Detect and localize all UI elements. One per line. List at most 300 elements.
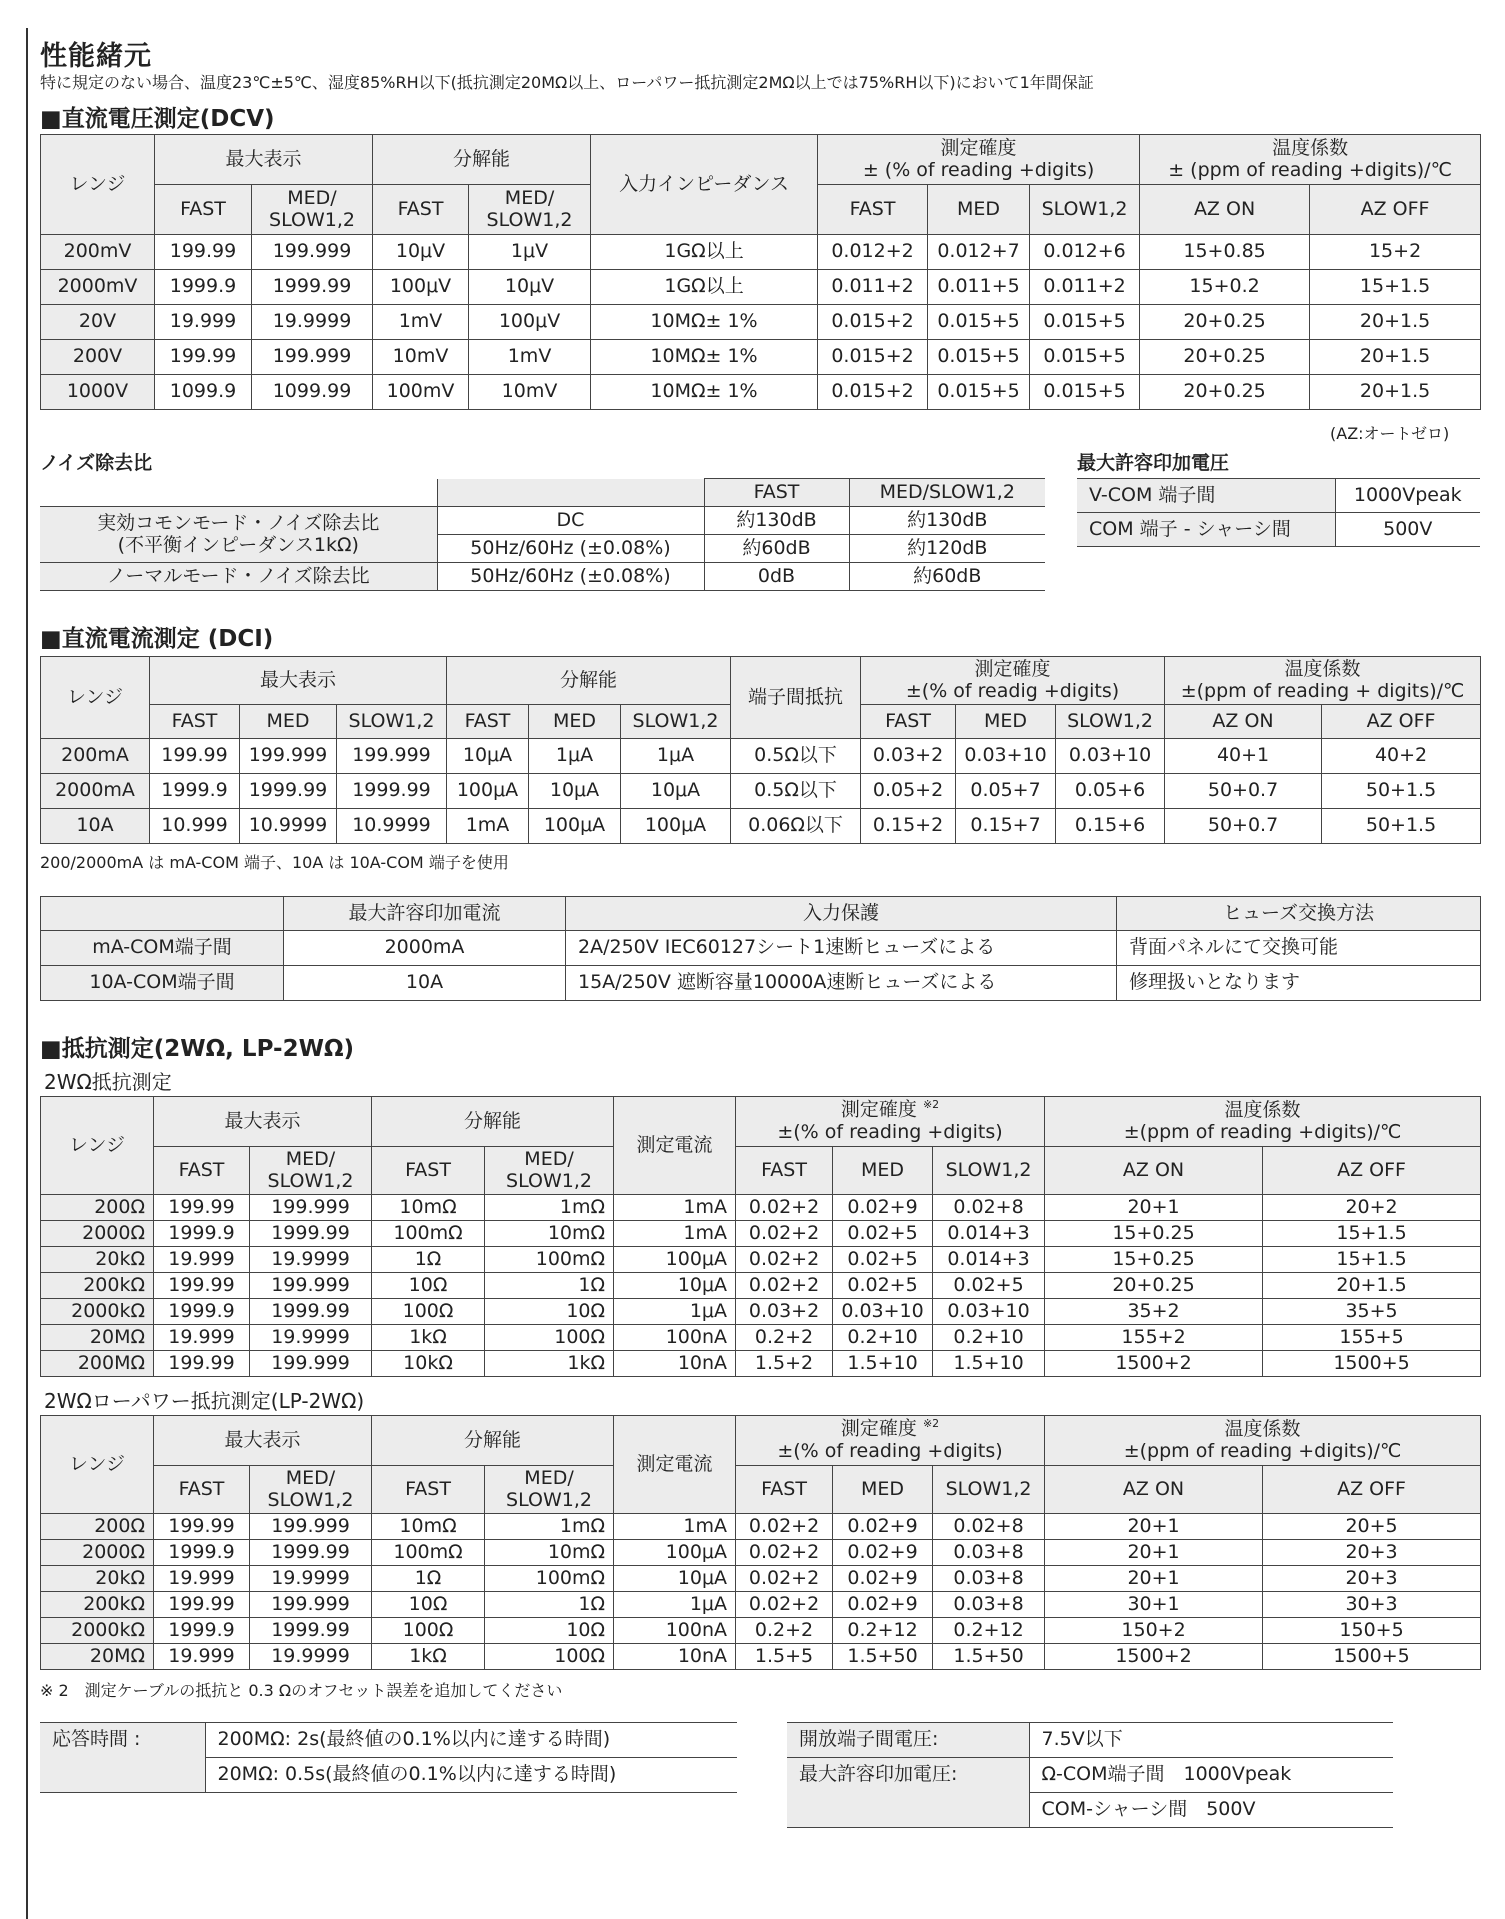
value-cell: 100μA <box>614 1247 736 1273</box>
fuse-protection: 2A/250V IEC60127シート1速断ヒューズによる <box>566 931 1117 966</box>
value-cell: 0.015+2 <box>818 375 928 410</box>
col-slow: SLOW1,2 <box>933 1466 1045 1514</box>
value-cell: 1999.9 <box>154 1618 250 1644</box>
value-cell: 199.99 <box>154 1514 250 1540</box>
value-cell: 0.02+9 <box>833 1514 933 1540</box>
value-cell: 100μA <box>447 774 529 809</box>
value-cell: 0.02+2 <box>736 1566 833 1592</box>
value-cell: 100nA <box>614 1618 736 1644</box>
value-cell: 10mΩ <box>485 1221 614 1247</box>
col-med: MED <box>240 705 337 739</box>
margin-line <box>26 28 28 1919</box>
fuse-col-protection: 入力保護 <box>566 897 1117 931</box>
response-label: 応答時間 : <box>40 1723 205 1793</box>
value-cell: 199.99 <box>150 739 240 774</box>
col-medslow: MED/ SLOW1,2 <box>250 1466 372 1514</box>
value-cell: 0.014+3 <box>933 1247 1045 1273</box>
col-current: 測定電流 <box>614 1416 736 1514</box>
maxv-table <box>1077 478 1480 547</box>
table-row <box>41 340 1481 375</box>
table-row <box>41 1540 1481 1566</box>
range-cell: 2000mV <box>41 270 155 305</box>
value-cell: 10μA <box>529 774 621 809</box>
col-medslow: MED/ SLOW1,2 <box>252 185 373 235</box>
value-cell: 0.014+3 <box>933 1221 1045 1247</box>
value-cell: 15+0.2 <box>1140 270 1310 305</box>
value-cell: 0.03+10 <box>956 739 1056 774</box>
open-value: COM-シャーシ間 500V <box>1029 1793 1393 1828</box>
value-cell: 1kΩ <box>372 1325 485 1351</box>
response-table <box>40 1722 737 1793</box>
value-cell: 1999.99 <box>250 1618 372 1644</box>
value-cell: 199.99 <box>154 1273 250 1299</box>
col-maxdisp: 最大表示 <box>154 1097 372 1147</box>
value-cell: 10mΩ <box>485 1540 614 1566</box>
value-cell: 0.05+7 <box>956 774 1056 809</box>
value-cell: 19.999 <box>154 1644 250 1670</box>
value-cell: 199.999 <box>252 235 373 270</box>
cm-label: 実効コモンモード・ノイズ除去比 (不平衡インピーダンス1kΩ) <box>40 507 437 563</box>
value-cell: 0.02+2 <box>736 1221 833 1247</box>
value-cell: 19.999 <box>155 305 252 340</box>
dcv-heading: ■直流電圧測定(DCV) <box>40 106 275 132</box>
col-resolution: 分解能 <box>447 657 731 705</box>
value-cell: 100mV <box>373 375 469 410</box>
value-cell: 1μV <box>469 235 591 270</box>
value-cell: 1mA <box>614 1514 736 1540</box>
value-cell: 1.5+50 <box>833 1644 933 1670</box>
value-cell: 20+0.25 <box>1045 1273 1263 1299</box>
table-row <box>41 1514 1481 1540</box>
dc-label: DC <box>437 507 704 535</box>
range-cell: 20V <box>41 305 155 340</box>
value-cell: 19.999 <box>154 1566 250 1592</box>
value-cell: 1mA <box>447 809 529 844</box>
dci-table <box>40 656 1481 844</box>
col-resolution: 分解能 <box>373 135 591 185</box>
fuse-terminal: 10A-COM端子間 <box>41 966 284 1001</box>
value-cell: 20+0.25 <box>1140 340 1310 375</box>
value-cell: 0.012+7 <box>928 235 1030 270</box>
table-row <box>41 1618 1481 1644</box>
fuse-table <box>40 896 1481 1001</box>
value-cell: 100μA <box>621 809 731 844</box>
value-cell: 1Ω <box>485 1592 614 1618</box>
maxv-heading: 最大許容印加電圧 <box>1077 452 1230 474</box>
value-cell: 50+0.7 <box>1165 774 1322 809</box>
value-cell: 199.999 <box>250 1592 372 1618</box>
value-cell: 19.9999 <box>250 1644 372 1670</box>
range-cell: 2000Ω <box>41 1221 154 1247</box>
value-cell: 20+1.5 <box>1310 305 1481 340</box>
res-note: ※ 2 測定ケーブルの抵抗と 0.3 Ωのオフセット誤差を追加してください <box>40 1681 563 1700</box>
res-table-1 <box>40 1096 1481 1377</box>
fuse-current: 10A <box>284 966 566 1001</box>
value-cell: 1500+5 <box>1263 1644 1481 1670</box>
value-cell: 0.02+9 <box>833 1566 933 1592</box>
value-cell: 0.015+2 <box>818 305 928 340</box>
col-fast: FAST <box>818 185 928 235</box>
value-cell: 1999.99 <box>250 1540 372 1566</box>
col-impedance: 入力インピーダンス <box>591 135 818 235</box>
value-cell: 35+5 <box>1263 1299 1481 1325</box>
dc-fast: 約130dB <box>704 507 849 535</box>
col-fast: FAST <box>155 185 252 235</box>
value-cell: 1099.9 <box>155 375 252 410</box>
value-cell: 35+2 <box>1045 1299 1263 1325</box>
value-cell: 30+3 <box>1263 1592 1481 1618</box>
maxv-label: V-COM 端子間 <box>1077 479 1335 513</box>
dci-note: 200/2000mA は mA-COM 端子、10A は 10A-COM 端子を使用 <box>40 853 509 872</box>
range-cell: 20kΩ <box>41 1247 154 1273</box>
col-accuracy: 測定確度 $^{※2}$ ±(% of reading +digits) <box>736 1416 1045 1466</box>
value-cell: 0.15+7 <box>956 809 1056 844</box>
response-value: 200MΩ: 2s(最終値の0.1%以内に達する時間) <box>205 1723 737 1758</box>
noise-table <box>40 478 1045 591</box>
value-cell: 1.5+2 <box>736 1351 833 1377</box>
range-cell: 20MΩ <box>41 1644 154 1670</box>
range-cell: 200V <box>41 340 155 375</box>
value-cell: 19.9999 <box>250 1325 372 1351</box>
maxv-value: 1000Vpeak <box>1335 479 1480 513</box>
value-cell: 10Ω <box>485 1618 614 1644</box>
range-cell: 200Ω <box>41 1514 154 1540</box>
value-cell: 20+1 <box>1045 1514 1263 1540</box>
value-cell: 1kΩ <box>372 1644 485 1670</box>
col-fast: FAST <box>154 1466 250 1514</box>
col-medslow: MED/ SLOW1,2 <box>485 1466 614 1514</box>
value-cell: 1GΩ以上 <box>591 235 818 270</box>
value-cell: 100μA <box>614 1540 736 1566</box>
range-cell: 200kΩ <box>41 1592 154 1618</box>
col-fast: FAST <box>150 705 240 739</box>
nm-fast: 0dB <box>704 563 849 591</box>
value-cell: 20+2 <box>1263 1195 1481 1221</box>
value-cell: 19.999 <box>154 1325 250 1351</box>
open-label: 最大許容印加電圧: <box>787 1758 1029 1828</box>
value-cell: 10.9999 <box>337 809 447 844</box>
table-row <box>41 1247 1481 1273</box>
value-cell: 0.03+8 <box>933 1566 1045 1592</box>
value-cell: 0.2+10 <box>933 1325 1045 1351</box>
table-row <box>41 1299 1481 1325</box>
value-cell: 15+0.85 <box>1140 235 1310 270</box>
value-cell: 0.2+12 <box>933 1618 1045 1644</box>
open-value: 7.5V以下 <box>1029 1723 1393 1758</box>
table-row <box>41 1273 1481 1299</box>
range-cell: 200mV <box>41 235 155 270</box>
col-tempco: 温度係数 ± (ppm of reading +digits)/℃ <box>1140 135 1481 185</box>
value-cell: 0.2+2 <box>736 1618 833 1644</box>
col-azoff: AZ OFF <box>1322 705 1481 739</box>
value-cell: 100mΩ <box>485 1566 614 1592</box>
value-cell: 0.02+5 <box>933 1273 1045 1299</box>
value-cell: 10nA <box>614 1351 736 1377</box>
value-cell: 1μA <box>529 739 621 774</box>
dci-heading: ■直流電流測定 (DCI) <box>40 626 274 652</box>
value-cell: 10μA <box>447 739 529 774</box>
range-cell: 200mA <box>41 739 150 774</box>
value-cell: 10μA <box>614 1566 736 1592</box>
col-azoff: AZ OFF <box>1263 1147 1481 1195</box>
value-cell: 0.02+2 <box>736 1247 833 1273</box>
col-azoff: AZ OFF <box>1263 1466 1481 1514</box>
value-cell: 15+0.25 <box>1045 1247 1263 1273</box>
value-cell: 20+1.5 <box>1310 340 1481 375</box>
col-range: レンジ <box>41 1097 154 1195</box>
table-row <box>41 1325 1481 1351</box>
value-cell: 100mΩ <box>372 1540 485 1566</box>
col-fast: FAST <box>372 1147 485 1195</box>
value-cell: 10Ω <box>485 1299 614 1325</box>
value-cell: 0.5Ω以下 <box>731 774 861 809</box>
noise-col-medslow: MED/SLOW1,2 <box>849 479 1045 507</box>
range-cell: 200MΩ <box>41 1351 154 1377</box>
range-cell: 20kΩ <box>41 1566 154 1592</box>
col-med: MED <box>529 705 621 739</box>
nm-med: 約60dB <box>849 563 1045 591</box>
value-cell: 155+2 <box>1045 1325 1263 1351</box>
res-sub1: 2WΩ抵抗測定 <box>44 1070 172 1094</box>
value-cell: 1999.99 <box>337 774 447 809</box>
value-cell: 1GΩ以上 <box>591 270 818 305</box>
range-cell: 2000kΩ <box>41 1618 154 1644</box>
value-cell: 0.02+2 <box>736 1540 833 1566</box>
response-value: 20MΩ: 0.5s(最終値の0.1%以内に達する時間) <box>205 1758 737 1793</box>
col-azon: AZ ON <box>1045 1147 1263 1195</box>
open-table <box>787 1722 1393 1828</box>
value-cell: 1999.9 <box>150 774 240 809</box>
value-cell: 100μV <box>469 305 591 340</box>
col-tempco: 温度係数 ±(ppm of reading + digits)/℃ <box>1165 657 1481 705</box>
value-cell: 0.5Ω以下 <box>731 739 861 774</box>
value-cell: 199.99 <box>154 1351 250 1377</box>
value-cell: 0.02+9 <box>833 1592 933 1618</box>
col-fast: FAST <box>373 185 469 235</box>
value-cell: 150+5 <box>1263 1618 1481 1644</box>
nm-hz: 50Hz/60Hz (±0.08%) <box>437 563 704 591</box>
value-cell: 10nA <box>614 1644 736 1670</box>
value-cell: 1999.9 <box>154 1221 250 1247</box>
value-cell: 0.03+10 <box>933 1299 1045 1325</box>
value-cell: 100Ω <box>372 1299 485 1325</box>
col-medslow: MED/ SLOW1,2 <box>485 1147 614 1195</box>
value-cell: 0.15+6 <box>1056 809 1165 844</box>
value-cell: 0.06Ω以下 <box>731 809 861 844</box>
fuse-protection: 15A/250V 遮断容量10000A速断ヒューズによる <box>566 966 1117 1001</box>
value-cell: 20+3 <box>1263 1540 1481 1566</box>
res-sub2: 2WΩローパワー抵抗測定(LP-2WΩ) <box>44 1389 365 1413</box>
value-cell: 15+2 <box>1310 235 1481 270</box>
hz-label: 50Hz/60Hz (±0.08%) <box>437 535 704 563</box>
col-maxdisp: 最大表示 <box>154 1416 372 1466</box>
col-resolution: 分解能 <box>372 1097 614 1147</box>
value-cell: 19.999 <box>154 1247 250 1273</box>
value-cell: 0.03+10 <box>1056 739 1165 774</box>
table-row <box>41 1195 1481 1221</box>
fuse-current: 2000mA <box>284 931 566 966</box>
value-cell: 0.02+9 <box>833 1195 933 1221</box>
value-cell: 100mΩ <box>485 1247 614 1273</box>
fuse-col-current: 最大許容印加電流 <box>284 897 566 931</box>
col-maxdisp: 最大表示 <box>155 135 373 185</box>
maxv-label: COM 端子 - シャーシ間 <box>1077 513 1335 547</box>
dc-med: 約130dB <box>849 507 1045 535</box>
value-cell: 0.03+10 <box>833 1299 933 1325</box>
hz-med: 約120dB <box>849 535 1045 563</box>
value-cell: 10kΩ <box>372 1351 485 1377</box>
value-cell: 0.05+2 <box>861 774 956 809</box>
value-cell: 0.02+2 <box>736 1592 833 1618</box>
col-med: MED <box>928 185 1030 235</box>
value-cell: 1.5+50 <box>933 1644 1045 1670</box>
col-azoff: AZ OFF <box>1310 185 1481 235</box>
fuse-col-blank <box>41 897 284 931</box>
col-terminal-res: 端子間抵抗 <box>731 657 861 739</box>
value-cell: 15+0.25 <box>1045 1221 1263 1247</box>
col-fast: FAST <box>736 1147 833 1195</box>
col-current: 測定電流 <box>614 1097 736 1195</box>
col-fast: FAST <box>372 1466 485 1514</box>
col-range: レンジ <box>41 657 150 739</box>
open-value: Ω-COM端子間 1000Vpeak <box>1029 1758 1393 1793</box>
res-table-2 <box>40 1415 1481 1670</box>
col-slow: SLOW1,2 <box>1030 185 1140 235</box>
value-cell: 1500+2 <box>1045 1644 1263 1670</box>
value-cell: 1mΩ <box>485 1514 614 1540</box>
value-cell: 1.5+10 <box>833 1351 933 1377</box>
value-cell: 100μA <box>529 809 621 844</box>
value-cell: 20+0.25 <box>1140 375 1310 410</box>
value-cell: 20+3 <box>1263 1566 1481 1592</box>
range-cell: 2000Ω <box>41 1540 154 1566</box>
value-cell: 199.999 <box>250 1195 372 1221</box>
col-medslow: MED/ SLOW1,2 <box>469 185 591 235</box>
value-cell: 19.9999 <box>250 1566 372 1592</box>
value-cell: 50+1.5 <box>1322 774 1481 809</box>
value-cell: 1μA <box>614 1299 736 1325</box>
value-cell: 0.02+2 <box>736 1514 833 1540</box>
value-cell: 0.2+12 <box>833 1618 933 1644</box>
value-cell: 1500+5 <box>1263 1351 1481 1377</box>
value-cell: 1099.99 <box>252 375 373 410</box>
value-cell: 1.5+10 <box>933 1351 1045 1377</box>
az-note: (AZ:オートゼロ) <box>1330 424 1450 443</box>
value-cell: 19.9999 <box>250 1247 372 1273</box>
noise-heading: ノイズ除去比 <box>40 452 153 474</box>
value-cell: 15+1.5 <box>1310 270 1481 305</box>
value-cell: 40+2 <box>1322 739 1481 774</box>
col-fast: FAST <box>447 705 529 739</box>
value-cell: 100Ω <box>485 1325 614 1351</box>
value-cell: 1mV <box>373 305 469 340</box>
col-fast: FAST <box>154 1147 250 1195</box>
range-cell: 200Ω <box>41 1195 154 1221</box>
value-cell: 100Ω <box>372 1618 485 1644</box>
value-cell: 0.015+5 <box>928 305 1030 340</box>
value-cell: 0.011+2 <box>818 270 928 305</box>
nm-label: ノーマルモード・ノイズ除去比 <box>40 563 437 591</box>
value-cell: 100nA <box>614 1325 736 1351</box>
col-range: レンジ <box>41 135 155 235</box>
value-cell: 1999.9 <box>155 270 252 305</box>
value-cell: 0.015+5 <box>1030 305 1140 340</box>
value-cell: 20+1.5 <box>1310 375 1481 410</box>
value-cell: 1999.99 <box>250 1299 372 1325</box>
value-cell: 0.02+5 <box>833 1273 933 1299</box>
value-cell: 0.03+2 <box>736 1299 833 1325</box>
value-cell: 15+1.5 <box>1263 1221 1481 1247</box>
value-cell: 199.99 <box>154 1195 250 1221</box>
col-resolution: 分解能 <box>372 1416 614 1466</box>
value-cell: 1999.9 <box>154 1299 250 1325</box>
value-cell: 1mA <box>614 1195 736 1221</box>
col-accuracy: 測定確度 ± (% of reading +digits) <box>818 135 1140 185</box>
value-cell: 50+0.7 <box>1165 809 1322 844</box>
value-cell: 15+1.5 <box>1263 1247 1481 1273</box>
col-azon: AZ ON <box>1165 705 1322 739</box>
value-cell: 50+1.5 <box>1322 809 1481 844</box>
value-cell: 199.99 <box>155 340 252 375</box>
value-cell: 10μV <box>373 235 469 270</box>
value-cell: 100Ω <box>485 1644 614 1670</box>
value-cell: 20+1 <box>1045 1195 1263 1221</box>
value-cell: 199.999 <box>337 739 447 774</box>
value-cell: 0.02+2 <box>736 1273 833 1299</box>
value-cell: 10mΩ <box>372 1514 485 1540</box>
table-row <box>41 1592 1481 1618</box>
value-cell: 1mV <box>469 340 591 375</box>
table-row <box>41 1644 1481 1670</box>
col-azon: AZ ON <box>1045 1466 1263 1514</box>
table-row <box>41 305 1481 340</box>
value-cell: 20+5 <box>1263 1514 1481 1540</box>
value-cell: 0.015+5 <box>1030 340 1140 375</box>
col-maxdisp: 最大表示 <box>150 657 447 705</box>
col-tempco: 温度係数 ±(ppm of reading +digits)/℃ <box>1045 1416 1481 1466</box>
value-cell: 20+1 <box>1045 1540 1263 1566</box>
value-cell: 1Ω <box>485 1273 614 1299</box>
value-cell: 10MΩ± 1% <box>591 375 818 410</box>
hz-fast: 約60dB <box>704 535 849 563</box>
res-heading: ■抵抗測定(2WΩ, LP-2WΩ) <box>40 1036 355 1062</box>
fuse-replace: 背面パネルにて交換可能 <box>1117 931 1481 966</box>
value-cell: 20+1.5 <box>1263 1273 1481 1299</box>
maxv-value: 500V <box>1335 513 1480 547</box>
value-cell: 199.999 <box>252 340 373 375</box>
value-cell: 0.02+2 <box>736 1195 833 1221</box>
value-cell: 1500+2 <box>1045 1351 1263 1377</box>
value-cell: 199.999 <box>250 1273 372 1299</box>
value-cell: 0.012+2 <box>818 235 928 270</box>
page-subtitle: 特に規定のない場合、温度23℃±5℃、湿度85%RH以下(抵抗測定20MΩ以上、ローパワー抵抗測定2MΩ以上では75%RH以下)において1年間保証 <box>40 73 1094 92</box>
value-cell: 10mV <box>373 340 469 375</box>
value-cell: 100μV <box>373 270 469 305</box>
dcv-table <box>40 134 1481 410</box>
value-cell: 100mΩ <box>372 1221 485 1247</box>
value-cell: 199.999 <box>240 739 337 774</box>
value-cell: 0.03+8 <box>933 1592 1045 1618</box>
value-cell: 0.02+9 <box>833 1540 933 1566</box>
open-label: 開放端子間電圧: <box>787 1723 1029 1758</box>
col-med: MED <box>833 1147 933 1195</box>
range-cell: 2000kΩ <box>41 1299 154 1325</box>
value-cell: 0.05+6 <box>1056 774 1165 809</box>
value-cell: 40+1 <box>1165 739 1322 774</box>
table-row <box>41 774 1481 809</box>
table-row <box>41 270 1481 305</box>
col-range: レンジ <box>41 1416 154 1514</box>
